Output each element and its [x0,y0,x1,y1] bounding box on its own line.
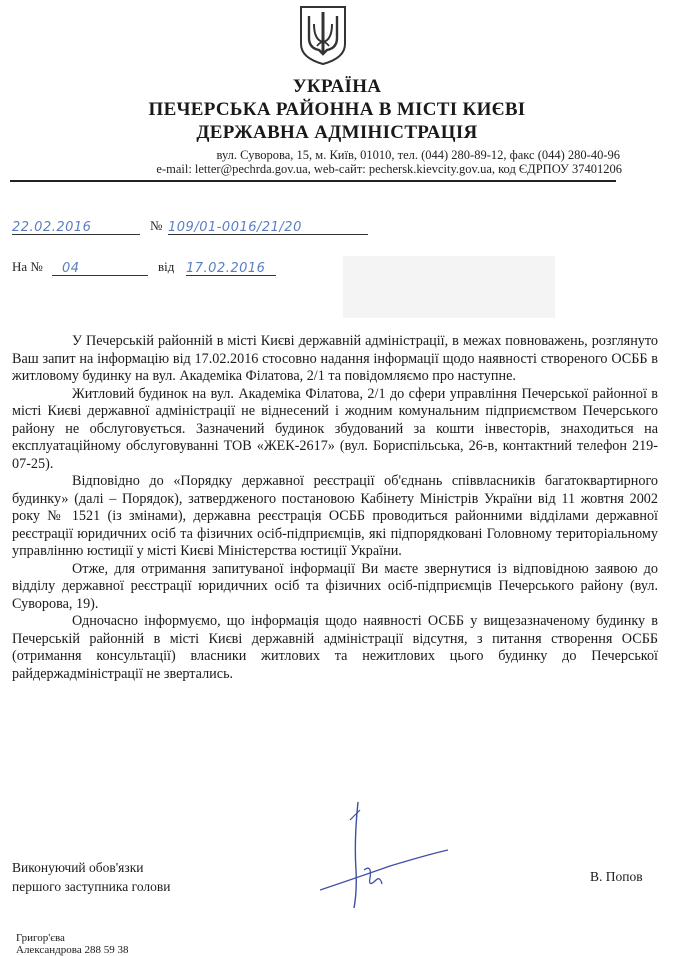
coat-of-arms-icon [297,4,349,66]
body-paragraph: У Печерській районній в місті Києві державній адміністрації, в межах повноважень, розглянуто Ваш запит на інформацію від 17.02.2016 стосовно надання інформації щодо наявності створеного ОСББ в житловому будинку на вул. Академіка Філатова, 2/1 та повідомляємо про наступне. [12,333,658,384]
executor-block [16,932,128,956]
handwritten-signature [320,800,460,910]
body-paragraph: Житловий будинок на вул. Академіка Філатова, 2/1 до сфери управління Печерської районної в місті Києві державної адміністрації не віднесений і жодним комунальним підприємством Печерського району не обслуговується. Зазначений будинок збудований за кошти інвесторів, знаходиться на експлуатаційному обслуговуванні ТОВ «ЖЕК-2617» (вул. Бориспільська, 26-в, контактний телефон 219-07-25). [12,385,658,472]
redacted-recipient-block [343,256,555,318]
signatory-title-line1: Виконуючий обов'язки [12,860,144,875]
body-paragraph: Одночасно інформуємо, що інформація щодо наявності ОСББ у вищезазначеному будинку в Печерській районній в місті Києві державній адміністрації відсутня, з питання створення ОСББ (отримання консультації) власники житлових та нежитлових цього будинку до Печерської райдержадміністрації не звертались. [12,613,658,682]
letter-body [12,333,658,683]
outgoing-date: 22.02.2016 [12,220,92,235]
reply-from-label: від [158,259,175,274]
reply-date-field [186,259,276,276]
reply-date: 17.02.2016 [186,261,266,276]
signatory-title-line2: першого заступника голови [12,879,171,894]
outgoing-number-field [168,218,368,235]
body-paragraph: Відповідно до «Порядку державної реєстрації об'єднань співвласників багатоквартирного будинку» (далі – Порядок), затвердженого постановою Кабінету Міністрів України від 11 жовтня 2002 року № 1521 (із змінами), державна реєстрація ОСББ проводиться районними відділами державної реєстрації юридичних осіб та фізичних осіб-підприємців, які підпорядковані Головному територіальному управлінню юстиції у місті Києві Міністерства юстиції України. [12,473,658,559]
header-address: вул. Суворова, 15, м. Київ, 01010, тел. (044) 280-89-12, факс (044) 280-40-96 [216,148,620,162]
header-organization-line2: ДЕРЖАВНА АДМІНІСТРАЦІЯ [196,122,478,143]
header-country: УКРАЇНА [292,76,382,97]
number-label: № [150,218,163,233]
reply-label: На № [12,259,43,274]
signatory-title [12,858,170,896]
outgoing-number: 109/01-0016/21/20 [168,220,302,235]
header-divider [10,180,616,182]
reply-number-field [52,259,148,276]
header-organization-line1: ПЕЧЕРСЬКА РАЙОННА В МІСТІ КИЄВІ [148,99,526,120]
reply-number: 04 [62,261,80,276]
signatory-name: В. Попов [590,869,643,884]
body-paragraph: Отже, для отримання запитуваної інформації Ви маєте звернутися із відповідною заявою до відділу державної реєстрації юридичних осіб та фізичних осіб-підприємців Печерського району (вул. Суворова, 19). [12,560,658,612]
header-contacts: e-mail: letter@pechrda.gov.ua, web-сайт: pechersk.kievcity.gov.ua, код ЄДРПОУ 37401206 [156,162,622,176]
executor-phone: Александрова 288 59 38 [16,944,129,956]
outgoing-date-field [12,218,140,235]
executor-name: Григор'єва [16,932,65,944]
